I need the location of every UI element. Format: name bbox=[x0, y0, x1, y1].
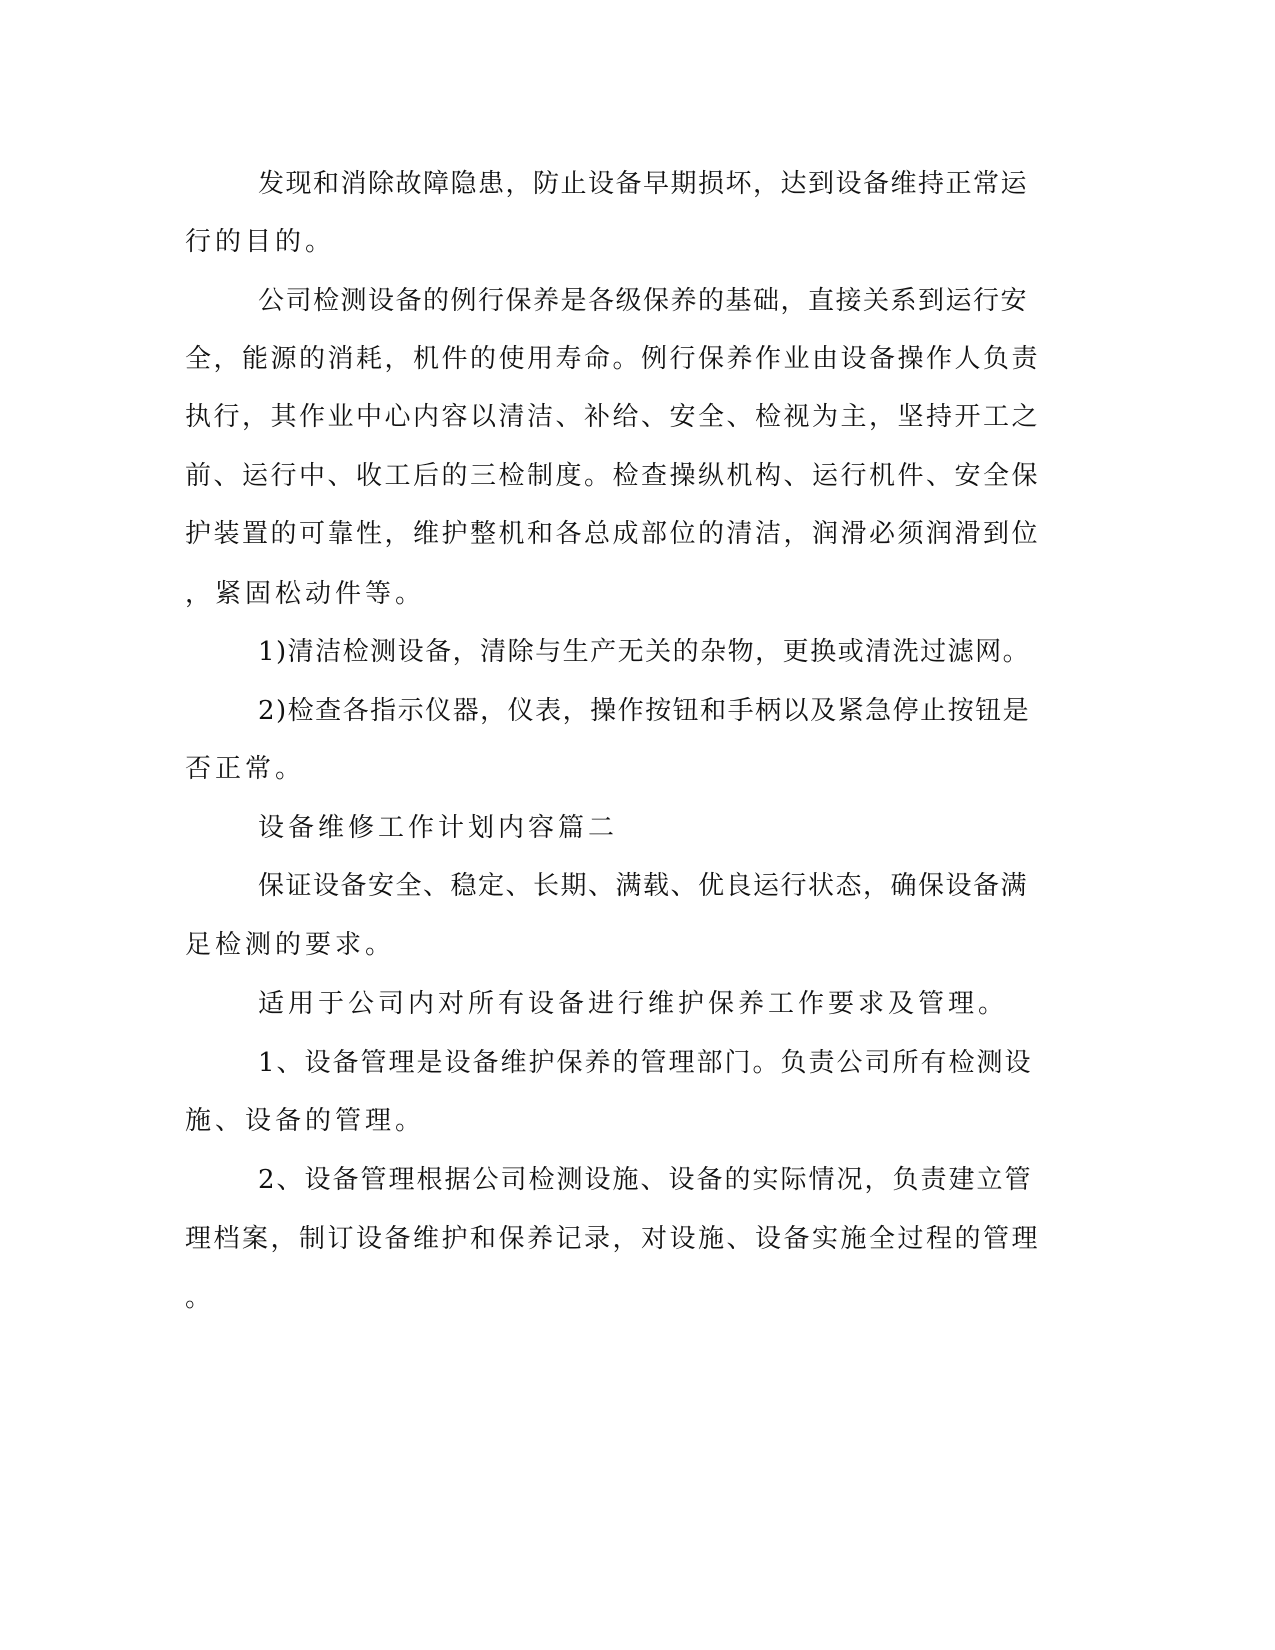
text-line: 施、设备的管理。 bbox=[185, 1106, 426, 1136]
text-line: 前、运行中、收工后的三检制度。检查操纵机构、运行机件、安全保 bbox=[185, 461, 1041, 491]
text-line: 执行，其作业中心内容以清洁、补给、安全、检视为主，坚持开工之 bbox=[185, 402, 1041, 432]
text-line: 理档案，制订设备维护和保养记录，对设施、设备实施全过程的管理 bbox=[185, 1224, 1041, 1254]
list-item: 1)清洁检测设备，清除与生产无关的杂物，更换或清洗过滤网。 bbox=[258, 637, 1031, 667]
text-line: 全，能源的消耗，机件的使用寿命。例行保养作业由设备操作人负责 bbox=[185, 344, 1041, 374]
text-line: 发现和消除故障隐患，防止设备早期损坏，达到设备维持正常运 bbox=[258, 169, 1029, 199]
text-line: 护装置的可靠性，维护整机和各总成部位的清洁，润滑必须润滑到位 bbox=[185, 519, 1041, 549]
section-heading: 设备维修工作计划内容篇二 bbox=[258, 813, 619, 843]
text-line: 保证设备安全、稳定、长期、满载、优良运行状态，确保设备满 bbox=[258, 871, 1029, 901]
list-item: 2、设备管理根据公司检测设施、设备的实际情况，负责建立管 bbox=[258, 1165, 1033, 1195]
text-line: 公司检测设备的例行保养是各级保养的基础，直接关系到运行安 bbox=[258, 286, 1029, 316]
text-line: 行的目的。 bbox=[185, 227, 336, 257]
list-item: 2)检查各指示仪器，仪表，操作按钮和手柄以及紧急停止按钮是 bbox=[258, 696, 1031, 726]
text-line: 。 bbox=[185, 1283, 216, 1313]
list-item: 1、设备管理是设备维护保养的管理部门。负责公司所有检测设 bbox=[258, 1048, 1033, 1078]
text-line: 否正常。 bbox=[185, 754, 306, 784]
text-line: 足检测的要求。 bbox=[185, 930, 396, 960]
text-line: 适用于公司内对所有设备进行维护保养工作要求及管理。 bbox=[258, 989, 1009, 1019]
text-line: ，紧固松动件等。 bbox=[185, 579, 426, 609]
